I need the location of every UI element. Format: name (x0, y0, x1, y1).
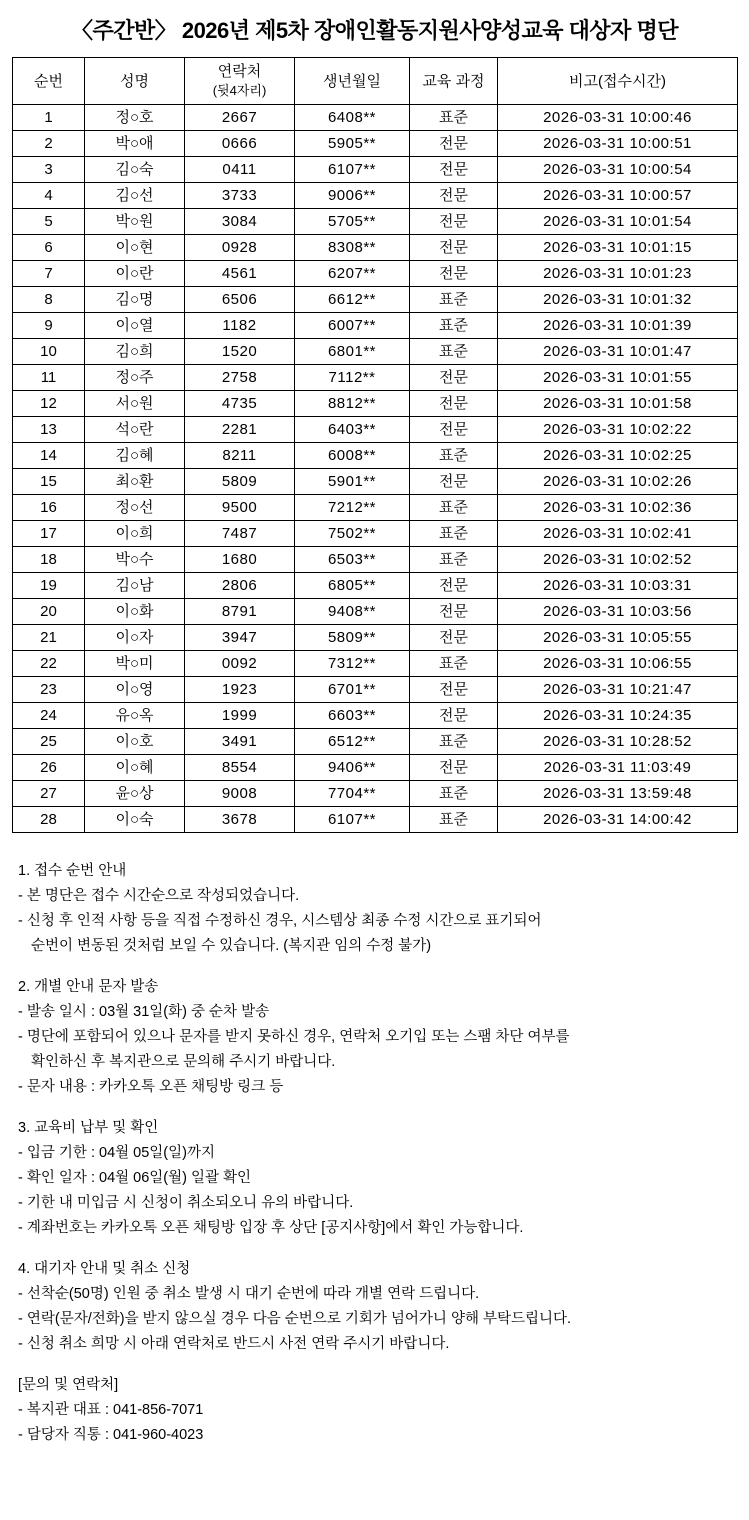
row-note: 2026-03-31 11:03:49 (498, 755, 738, 781)
row-no: 14 (13, 443, 85, 469)
notice-line: - 입금 기한 : 04월 05일(일)까지 (18, 1145, 215, 1161)
row-note: 2026-03-31 10:00:54 (498, 157, 738, 183)
column-header-phone (185, 58, 295, 105)
column-header-label: 연락처 (217, 63, 262, 80)
notice-line: - 담당자 직통 : 041-960-4023 (18, 1427, 204, 1443)
row-note: 2026-03-31 10:02:52 (498, 547, 738, 573)
row-name: 이○영 (85, 677, 185, 703)
row-name: 이○화 (85, 599, 185, 625)
row-phone: 2281 (185, 417, 295, 443)
notice-block (18, 1257, 733, 1357)
row-phone: 2667 (185, 105, 295, 131)
row-no: 3 (13, 157, 85, 183)
notice-line: - 선착순(50명) 인원 중 취소 발생 시 대기 순번에 따라 개별 연락 드립니다. (18, 1286, 480, 1302)
column-header-label: 순번 (34, 72, 63, 90)
row-name: 윤○상 (85, 781, 185, 807)
row-note: 2026-03-31 10:01:39 (498, 313, 738, 339)
row-phone: 8791 (185, 599, 295, 625)
row-note: 2026-03-31 13:59:48 (498, 781, 738, 807)
table-row (13, 625, 738, 651)
table-row (13, 599, 738, 625)
row-phone: 6506 (185, 287, 295, 313)
table-row (13, 573, 738, 599)
row-course: 표준 (410, 313, 498, 339)
notice-line: - 명단에 포함되어 있으나 문자를 받지 못하신 경우, 연락처 오기입 또는 스팸 차단 여부를 (18, 1029, 570, 1045)
notice-heading: 2. 개별 안내 문자 발송 (18, 979, 159, 995)
row-course: 전문 (410, 573, 498, 599)
row-phone: 3084 (185, 209, 295, 235)
row-birthdate: 6107** (295, 807, 410, 833)
row-course: 표준 (410, 547, 498, 573)
table-row (13, 677, 738, 703)
page-title: 〈주간반〉 2026년 제5차 장애인활동지원사양성교육 대상자 명단 (70, 18, 679, 43)
row-course: 전문 (410, 235, 498, 261)
column-header-label: 생년월일 (323, 72, 381, 90)
row-course: 표준 (410, 495, 498, 521)
row-phone: 1520 (185, 339, 295, 365)
row-phone: 1680 (185, 547, 295, 573)
row-course: 표준 (410, 651, 498, 677)
notice-section (18, 859, 733, 1448)
row-phone: 9008 (185, 781, 295, 807)
table-row (13, 755, 738, 781)
row-name: 이○희 (85, 521, 185, 547)
notice-block (18, 1373, 733, 1448)
notice-line: - 복지관 대표 : 041-856-7071 (18, 1402, 204, 1418)
row-no: 28 (13, 807, 85, 833)
row-course: 전문 (410, 261, 498, 287)
table-row (13, 781, 738, 807)
row-phone: 4561 (185, 261, 295, 287)
table-row (13, 235, 738, 261)
row-birthdate: 9406** (295, 755, 410, 781)
row-name: 서○원 (85, 391, 185, 417)
row-birthdate: 5705** (295, 209, 410, 235)
table-row (13, 313, 738, 339)
row-note: 2026-03-31 10:00:57 (498, 183, 738, 209)
row-note: 2026-03-31 10:01:32 (498, 287, 738, 313)
row-name: 김○혜 (85, 443, 185, 469)
column-header-no (13, 58, 85, 105)
row-note: 2026-03-31 10:02:25 (498, 443, 738, 469)
row-no: 5 (13, 209, 85, 235)
row-phone: 3678 (185, 807, 295, 833)
row-birthdate: 7704** (295, 781, 410, 807)
row-note: 2026-03-31 10:01:15 (498, 235, 738, 261)
row-phone: 0666 (185, 131, 295, 157)
row-note: 2026-03-31 10:01:47 (498, 339, 738, 365)
row-no: 15 (13, 469, 85, 495)
row-note: 2026-03-31 10:02:22 (498, 417, 738, 443)
row-course: 표준 (410, 781, 498, 807)
row-name: 이○숙 (85, 807, 185, 833)
row-course: 표준 (410, 521, 498, 547)
row-note: 2026-03-31 10:01:23 (498, 261, 738, 287)
row-name: 김○희 (85, 339, 185, 365)
table-row (13, 521, 738, 547)
row-note: 2026-03-31 10:06:55 (498, 651, 738, 677)
row-birthdate: 6801** (295, 339, 410, 365)
table-row (13, 131, 738, 157)
row-name: 석○란 (85, 417, 185, 443)
row-no: 8 (13, 287, 85, 313)
row-phone: 3733 (185, 183, 295, 209)
row-phone: 8554 (185, 755, 295, 781)
row-no: 2 (13, 131, 85, 157)
column-header-note (498, 58, 738, 105)
row-note: 2026-03-31 10:21:47 (498, 677, 738, 703)
row-name: 이○현 (85, 235, 185, 261)
row-phone: 3491 (185, 729, 295, 755)
row-course: 전문 (410, 599, 498, 625)
row-birthdate: 6603** (295, 703, 410, 729)
row-note: 2026-03-31 10:01:54 (498, 209, 738, 235)
row-course: 전문 (410, 157, 498, 183)
row-course: 표준 (410, 287, 498, 313)
notice-line: - 문자 내용 : 카카오톡 오픈 채팅방 링크 등 (18, 1079, 284, 1095)
notice-line: - 발송 일시 : 03월 31일(화) 중 순차 발송 (18, 1004, 270, 1020)
notice-block (18, 975, 733, 1100)
row-no: 1 (13, 105, 85, 131)
column-header-birthdate (295, 58, 410, 105)
row-name: 김○선 (85, 183, 185, 209)
row-no: 17 (13, 521, 85, 547)
row-no: 11 (13, 365, 85, 391)
table-row (13, 365, 738, 391)
row-name: 박○수 (85, 547, 185, 573)
row-birthdate: 9408** (295, 599, 410, 625)
notice-line: - 확인 일자 : 04월 06일(월) 일괄 확인 (18, 1170, 252, 1186)
row-name: 최○환 (85, 469, 185, 495)
row-course: 표준 (410, 443, 498, 469)
row-birthdate: 6503** (295, 547, 410, 573)
row-note: 2026-03-31 10:03:56 (498, 599, 738, 625)
notice-line: - 기한 내 미입금 시 신청이 취소되오니 유의 바랍니다. (18, 1195, 354, 1211)
row-course: 표준 (410, 105, 498, 131)
row-note: 2026-03-31 10:02:36 (498, 495, 738, 521)
row-phone: 9500 (185, 495, 295, 521)
table-body (13, 105, 738, 833)
row-birthdate: 5901** (295, 469, 410, 495)
row-note: 2026-03-31 10:00:46 (498, 105, 738, 131)
table-row (13, 157, 738, 183)
column-header-label: 비고(접수시간) (569, 72, 666, 90)
row-course: 전문 (410, 469, 498, 495)
row-birthdate: 6701** (295, 677, 410, 703)
row-note: 2026-03-31 14:00:42 (498, 807, 738, 833)
row-name: 박○원 (85, 209, 185, 235)
row-birthdate: 6007** (295, 313, 410, 339)
row-phone: 8211 (185, 443, 295, 469)
row-course: 전문 (410, 703, 498, 729)
table-row (13, 729, 738, 755)
row-birthdate: 8308** (295, 235, 410, 261)
table-row (13, 651, 738, 677)
notice-heading: [문의 및 연락처] (18, 1377, 119, 1393)
row-no: 18 (13, 547, 85, 573)
row-no: 24 (13, 703, 85, 729)
row-note: 2026-03-31 10:05:55 (498, 625, 738, 651)
row-birthdate: 6512** (295, 729, 410, 755)
row-note: 2026-03-31 10:01:55 (498, 365, 738, 391)
notice-line: 확인하신 후 복지관으로 문의해 주시기 바랍니다. (31, 1054, 336, 1070)
row-phone: 1999 (185, 703, 295, 729)
row-note: 2026-03-31 10:01:58 (498, 391, 738, 417)
row-name: 김○남 (85, 573, 185, 599)
row-course: 전문 (410, 183, 498, 209)
row-course: 전문 (410, 209, 498, 235)
row-no: 19 (13, 573, 85, 599)
row-no: 16 (13, 495, 85, 521)
row-no: 27 (13, 781, 85, 807)
table-row (13, 807, 738, 833)
row-birthdate: 5905** (295, 131, 410, 157)
row-course: 전문 (410, 677, 498, 703)
row-name: 이○란 (85, 261, 185, 287)
row-note: 2026-03-31 10:02:26 (498, 469, 738, 495)
row-no: 21 (13, 625, 85, 651)
notice-heading: 3. 교육비 납부 및 확인 (18, 1120, 159, 1136)
column-header-label: 성명 (120, 72, 149, 90)
row-no: 12 (13, 391, 85, 417)
row-course: 전문 (410, 391, 498, 417)
row-phone: 3947 (185, 625, 295, 651)
table-row (13, 261, 738, 287)
notice-line: - 계좌번호는 카카오톡 오픈 채팅방 입장 후 상단 [공지사항]에서 확인 가능합니다. (18, 1220, 524, 1236)
notice-heading: 1. 접수 순번 안내 (18, 863, 127, 879)
row-name: 이○열 (85, 313, 185, 339)
table-row (13, 183, 738, 209)
row-birthdate: 8812** (295, 391, 410, 417)
notice-heading: 4. 대기자 안내 및 취소 신청 (18, 1261, 191, 1277)
row-birthdate: 6408** (295, 105, 410, 131)
row-no: 13 (13, 417, 85, 443)
row-birthdate: 6403** (295, 417, 410, 443)
row-phone: 7487 (185, 521, 295, 547)
row-no: 10 (13, 339, 85, 365)
row-birthdate: 6107** (295, 157, 410, 183)
row-note: 2026-03-31 10:28:52 (498, 729, 738, 755)
row-course: 전문 (410, 365, 498, 391)
row-name: 김○명 (85, 287, 185, 313)
row-birthdate: 7212** (295, 495, 410, 521)
row-no: 26 (13, 755, 85, 781)
table-row (13, 443, 738, 469)
row-name: 정○주 (85, 365, 185, 391)
row-course: 전문 (410, 417, 498, 443)
column-header-course (410, 58, 498, 105)
row-name: 정○선 (85, 495, 185, 521)
table-header (13, 58, 738, 105)
row-no: 7 (13, 261, 85, 287)
table-row (13, 469, 738, 495)
row-birthdate: 9006** (295, 183, 410, 209)
row-name: 이○혜 (85, 755, 185, 781)
row-phone: 0928 (185, 235, 295, 261)
table-row (13, 105, 738, 131)
notice-line: 순번이 변동된 것처럼 보일 수 있습니다. (복지관 임의 수정 불가) (31, 938, 432, 954)
row-phone: 4735 (185, 391, 295, 417)
row-note: 2026-03-31 10:24:35 (498, 703, 738, 729)
column-header-sublabel: (뒷4자리) (212, 83, 267, 98)
row-name: 김○숙 (85, 157, 185, 183)
notice-line: - 신청 후 인적 사항 등을 직접 수정하신 경우, 시스템상 최종 수정 시간으로 표기되어 (18, 913, 542, 929)
table-row (13, 391, 738, 417)
notice-line: - 연락(문자/전화)을 받지 않으실 경우 다음 순번으로 기회가 넘어가니 양해 부탁드립니다. (18, 1311, 572, 1327)
table-row (13, 287, 738, 313)
row-phone: 0092 (185, 651, 295, 677)
row-course: 표준 (410, 339, 498, 365)
column-header-label: 교육 과정 (422, 72, 485, 90)
row-birthdate: 7312** (295, 651, 410, 677)
row-birthdate: 5809** (295, 625, 410, 651)
row-name: 이○호 (85, 729, 185, 755)
row-no: 6 (13, 235, 85, 261)
row-name: 박○애 (85, 131, 185, 157)
notice-block (18, 859, 733, 959)
table-row (13, 339, 738, 365)
row-note: 2026-03-31 10:00:51 (498, 131, 738, 157)
table-row (13, 417, 738, 443)
row-phone: 2806 (185, 573, 295, 599)
row-course: 전문 (410, 755, 498, 781)
row-birthdate: 7502** (295, 521, 410, 547)
notice-line: - 신청 취소 희망 시 아래 연락처로 반드시 사전 연락 주시기 바랍니다. (18, 1336, 450, 1352)
notice-block (18, 1116, 733, 1241)
row-phone: 2758 (185, 365, 295, 391)
table-row (13, 209, 738, 235)
table-row (13, 547, 738, 573)
row-birthdate: 6612** (295, 287, 410, 313)
row-phone: 1182 (185, 313, 295, 339)
table-row (13, 495, 738, 521)
row-birthdate: 7112** (295, 365, 410, 391)
row-name: 이○자 (85, 625, 185, 651)
table-row (13, 703, 738, 729)
row-no: 22 (13, 651, 85, 677)
row-no: 4 (13, 183, 85, 209)
row-no: 20 (13, 599, 85, 625)
row-no: 23 (13, 677, 85, 703)
row-course: 표준 (410, 807, 498, 833)
row-no: 25 (13, 729, 85, 755)
notice-line: - 본 명단은 접수 시간순으로 작성되었습니다. (18, 888, 300, 904)
row-birthdate: 6008** (295, 443, 410, 469)
row-name: 유○옥 (85, 703, 185, 729)
row-name: 정○호 (85, 105, 185, 131)
row-birthdate: 6805** (295, 573, 410, 599)
row-note: 2026-03-31 10:03:31 (498, 573, 738, 599)
column-header-name (85, 58, 185, 105)
row-name: 박○미 (85, 651, 185, 677)
row-phone: 0411 (185, 157, 295, 183)
table-header-row (13, 58, 738, 105)
row-phone: 5809 (185, 469, 295, 495)
roster-table (12, 57, 738, 833)
row-course: 전문 (410, 131, 498, 157)
row-phone: 1923 (185, 677, 295, 703)
row-course: 표준 (410, 729, 498, 755)
row-course: 전문 (410, 625, 498, 651)
row-no: 9 (13, 313, 85, 339)
row-note: 2026-03-31 10:02:41 (498, 521, 738, 547)
row-birthdate: 6207** (295, 261, 410, 287)
